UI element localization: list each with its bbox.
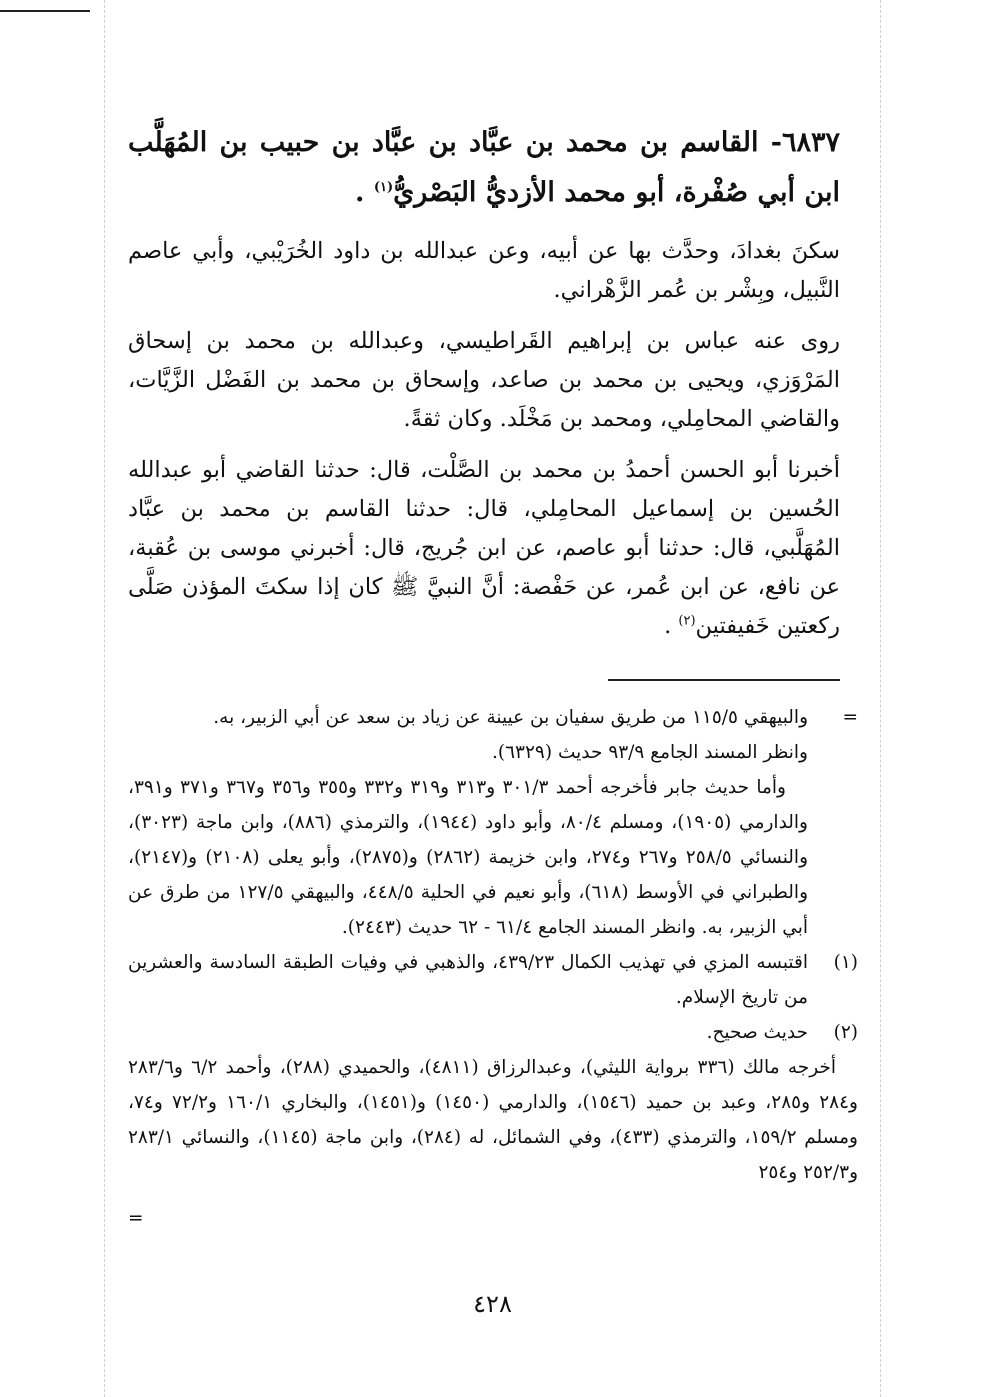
footnote-separator	[608, 679, 840, 681]
footnote-2-paragraph	[128, 1050, 858, 1190]
footnote-ref-1[interactable]: (١)	[373, 180, 394, 195]
page-number: ٤٢٨	[473, 1290, 512, 1318]
footnote-2-text: حديث صحيح.	[706, 1022, 808, 1043]
continuation-paragraph	[128, 770, 808, 945]
paragraph-2: روى عنه عباس بن إبراهيم القَراطيسي، وعبدالله بن محمد بن إسحاق المَرْوَزي، ويحيى بن محمد بن صاعد، وإسحاق بن محمد بن الفَضْل الزَّيَّات، والقاضي المحامِلي، ومحمد بن مَخْلَد. وكان ثقةً.	[128, 328, 840, 432]
entry-title	[128, 118, 840, 218]
scan-artifact-line	[880, 0, 881, 1397]
footnote-2-marker: (٢)	[833, 1022, 858, 1043]
footnote-1	[128, 945, 858, 1015]
paragraph-3-text: أخبرنا أبو الحسن أحمدُ بن محمد بن الصَّلْت، قال: حدثنا القاضي أبو عبدالله الحُسين بن إسماعيل المحامِلي، قال: حدثنا القاسم بن محمد بن عبَّاد المُهَلَّبي، قال: حدثنا أبو عاصم، عن ابن جُريج، قال: أخبرني موسى بن عُقبة، عن نافع، عن ابن عُمر، عن حَفْصة: أنَّ النبيَّ ﷺ كان إذا سكتَ المؤذن صَلَّى ركعتين خَفيفتين	[128, 457, 840, 639]
footnote-1-marker: (١)	[833, 952, 858, 973]
footnotes	[128, 700, 858, 1190]
paragraph-3	[128, 451, 840, 646]
continuation-line-1: والبيهقي ١١٥/٥ من طريق سفيان بن عيينة عن زياد بن سعد عن أبي الزبير، به.	[213, 707, 808, 728]
footnote-continuation	[128, 700, 858, 945]
paragraph-1: سكنَ بغدادَ، وحدَّث بها عن أبيه، وعن عبدالله بن داود الخُرَيْبي، وأبي عاصم النَّبيل، وبِشْر بن عُمر الزَّهْراني.	[128, 238, 840, 303]
scan-artifact-line	[104, 0, 105, 1397]
continuation-paragraph-text: وأما حديث جابر فأخرجه أحمد ٣٠١/٣ و٣١٣ و٣١٩ و٣٣٢ و٣٥٥ و٣٥٦ و٣٦٧ و٣٧١ و٣٩١، والدارمي (١٩٠٥)، ومسلم ٨٠/٤، وأبو داود (١٩٤٤)، والترمذي (٨٨٦)، وابن ماجة (٣٠٢٣)، والنسائي ٢٥٨/٥ و٢٦٧ و٢٧٤، وابن خزيمة (٢٨٦٢) و(٢٨٧٥)، وأبو يعلى (٢١٠٨) و(٢١٤٧)، والطبراني في الأوسط (٦١٨)، وأبو نعيم في الحلية ٤٤٨/٥، والبيهقي ١٢٧/٥ من طرق عن أبي الزبير، به. وانظر المسند الجامع ٦١/٤ - ٦٢ حديث (٢٤٤٣).	[128, 777, 809, 938]
entry-title-text: ٦٨٣٧- القاسم بن محمد بن عبَّاد بن عبَّاد بن حبيب بن المُهَلَّب ابن أبي صُفْرة، أبو محمد الأزديُّ البَصْريُّ	[128, 127, 840, 208]
top-corner-rule	[0, 10, 90, 12]
footnote-2	[128, 1015, 858, 1050]
footnote-continues-marker: =	[128, 1208, 144, 1229]
footnote-2-paragraph-text: أخرجه مالك (٣٣٦ برواية الليثي)، وعبدالرزاق (٤٨١١)، والحميدي (٢٨٨)، وأحمد ٦/٢ و٢٨٣/٦ و٢٨٤ و٢٨٥، وعبد بن حميد (١٥٤٦)، والدارمي (١٤٥٠) و(١٤٥١)، والبخاري ١٦٠/١ و٧٢/٢ و٧٤، ومسلم ١٥٩/٢، والترمذي (٤٣٣)، وفي الشمائل، له (٢٨٤)، وابن ماجة (١١٤٥)، والنسائي ٢٨٣/١ و٢٥٢/٣ و٢٥٤	[128, 1057, 858, 1183]
continuation-marker: =	[842, 707, 858, 728]
entry-title-end: .	[355, 177, 365, 208]
page-body	[128, 118, 840, 658]
footnote-1-text: اقتبسه المزي في تهذيب الكمال ٤٣٩/٢٣، والذهبي في وفيات الطبقة السادسة والعشرين من تاريخ الإسلام.	[128, 952, 808, 1008]
footnote-ref-2[interactable]: (٢)	[678, 613, 696, 629]
continuation-line-2: وانظر المسند الجامع ٩٣/٩ حديث (٦٣٢٩).	[492, 742, 808, 763]
paragraph-3-end: .	[664, 613, 672, 639]
